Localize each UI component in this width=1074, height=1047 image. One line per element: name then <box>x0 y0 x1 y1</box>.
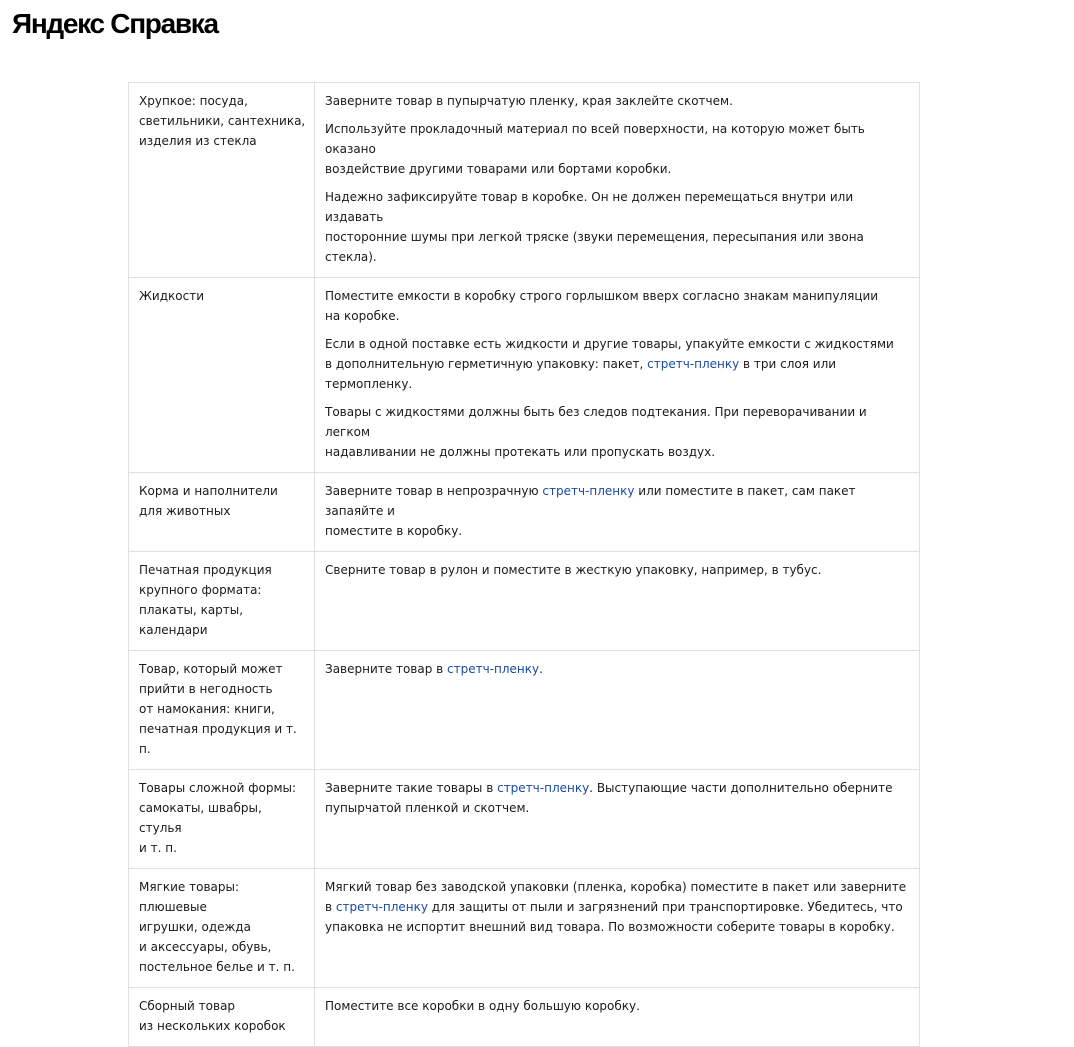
table-row <box>129 988 920 1047</box>
instruction-text: пупырчатой пленкой и скотчем. <box>325 801 530 815</box>
table-row <box>129 473 920 552</box>
instruction-paragraph <box>325 402 909 462</box>
category-line: Корма и наполнители <box>139 484 278 498</box>
table-row <box>129 552 920 651</box>
instruction-paragraph <box>325 91 909 111</box>
table-row <box>129 83 920 278</box>
instruction-paragraph <box>325 119 909 179</box>
instruction-text: Товары с жидкостями должны быть без следов подтекания. При переворачивании и легком <box>325 405 867 439</box>
stretch-film-link[interactable]: стретч-пленку <box>497 781 590 795</box>
instruction-paragraph <box>325 334 909 394</box>
instruction-paragraph <box>325 659 909 679</box>
category-cell <box>129 278 315 473</box>
instruction-text: Поместите все коробки в одну большую коробку. <box>325 999 640 1013</box>
instruction-text: Заверните товар в пупырчатую пленку, края заклейте скотчем. <box>325 94 733 108</box>
category-line: плакаты, карты, календари <box>139 603 244 637</box>
category-cell <box>129 770 315 869</box>
instruction-line <box>325 227 909 267</box>
stretch-film-link[interactable]: стретч-пленку <box>647 357 740 371</box>
category-line: Товар, который может <box>139 662 283 676</box>
category-line: крупного формата: <box>139 583 262 597</box>
category-line: и аксессуары, обувь, <box>139 940 272 954</box>
instruction-line <box>325 187 909 227</box>
instruction-paragraph <box>325 560 909 580</box>
instruction-text: Поместите емкости в коробку строго горлышком вверх согласно знакам манипуляции <box>325 289 879 303</box>
instruction-text: Заверните товар в <box>325 662 448 676</box>
instruction-text: Сверните товар в рулон и поместите в жесткую упаковку, например, в тубус. <box>325 563 822 577</box>
instruction-paragraph <box>325 877 909 937</box>
instruction-line <box>325 334 909 354</box>
instruction-line <box>325 778 909 798</box>
instruction-text: надавливании не должны протекать или пропускать воздух. <box>325 445 716 459</box>
instruction-text: или поместите в пакет, сам пакет запаяйте и <box>325 484 856 518</box>
instruction-text: в дополнительную герметичную упаковку: пакет, <box>325 357 648 371</box>
category-cell <box>129 552 315 651</box>
table-row <box>129 869 920 988</box>
instruction-line <box>325 119 909 159</box>
instructions-cell <box>315 651 920 770</box>
instruction-line <box>325 159 909 179</box>
instruction-line <box>325 659 909 679</box>
category-line: Жидкости <box>139 289 204 303</box>
stretch-film-link[interactable]: стретч-пленку <box>335 900 428 914</box>
category-line: постельное белье и т. п. <box>139 960 295 974</box>
instruction-text: Заверните товар в непрозрачную <box>325 484 543 498</box>
category-line: Сборный товар <box>139 999 236 1013</box>
yandex-help-logo[interactable]: Яндекс Справка <box>12 8 218 39</box>
category-line: от намокания: книги, <box>139 702 275 716</box>
instruction-line <box>325 442 909 462</box>
instruction-text: на коробке. <box>325 309 400 323</box>
instruction-text: воздействие другими товарами или бортами коробки. <box>325 162 672 176</box>
instruction-text: посторонние шумы при легкой тряске (звуки перемещения, пересыпания или звона стекла). <box>325 230 864 264</box>
instruction-line <box>325 286 909 306</box>
category-line: Печатная продукция <box>139 563 272 577</box>
category-line: и т. п. <box>139 841 177 855</box>
table-body <box>129 83 920 1047</box>
instruction-line <box>325 91 909 111</box>
instructions-cell <box>315 988 920 1047</box>
instructions-cell <box>315 869 920 988</box>
category-cell <box>129 988 315 1047</box>
instruction-text: в <box>325 900 336 914</box>
table-row <box>129 278 920 473</box>
category-line: для животных <box>139 504 231 518</box>
category-line: игрушки, одежда <box>139 920 251 934</box>
instruction-line <box>325 877 909 897</box>
category-line: из нескольких коробок <box>139 1019 286 1033</box>
category-cell <box>129 473 315 552</box>
category-line: Мягкие товары: плюшевые <box>139 880 240 914</box>
instruction-text: . Выступающие части дополнительно оберните <box>589 781 893 795</box>
category-line: Хрупкое: посуда, <box>139 94 248 108</box>
instruction-paragraph <box>325 778 909 818</box>
instruction-paragraph <box>325 286 909 326</box>
table-row <box>129 770 920 869</box>
instructions-cell <box>315 473 920 552</box>
stretch-film-link[interactable]: стретч-пленку <box>447 662 540 676</box>
instruction-line <box>325 560 909 580</box>
category-line: прийти в негодность <box>139 682 273 696</box>
instruction-text: поместите в коробку. <box>325 524 463 538</box>
instruction-line <box>325 917 909 937</box>
instructions-cell <box>315 770 920 869</box>
instruction-text: Используйте прокладочный материал по всей поверхности, на которую может быть оказано <box>325 122 865 156</box>
category-line: изделия из стекла <box>139 134 257 148</box>
instruction-text: Надежно зафиксируйте товар в коробке. Он не должен перемещаться внутри или издавать <box>325 190 854 224</box>
instruction-text: в три слоя или термопленку. <box>325 357 837 391</box>
instruction-paragraph <box>325 996 909 1016</box>
instruction-text: Мягкий товар без заводской упаковки (пленка, коробка) поместите в пакет или заверните <box>325 880 907 894</box>
instruction-line <box>325 481 909 521</box>
category-line: Товары сложной формы: <box>139 781 297 795</box>
instruction-paragraph <box>325 481 909 541</box>
instructions-cell <box>315 83 920 278</box>
packaging-requirements-table-container <box>128 82 919 1047</box>
table-row <box>129 651 920 770</box>
instruction-line <box>325 521 909 541</box>
instruction-line <box>325 798 909 818</box>
instruction-text: упаковка не испортит внешний вид товара. По возможности соберите товары в коробку. <box>325 920 895 934</box>
instruction-paragraph <box>325 187 909 267</box>
instruction-line <box>325 996 909 1016</box>
category-cell <box>129 869 315 988</box>
category-line: светильники, сантехника, <box>139 114 306 128</box>
stretch-film-link[interactable]: стретч-пленку <box>542 484 635 498</box>
category-line: печатная продукция и т. п. <box>139 722 297 756</box>
instruction-text: Если в одной поставке есть жидкости и другие товары, упакуйте емкости с жидкостями <box>325 337 894 351</box>
instruction-line <box>325 306 909 326</box>
category-cell <box>129 83 315 278</box>
instruction-line <box>325 897 909 917</box>
instructions-cell <box>315 278 920 473</box>
packaging-requirements-table <box>128 82 920 1047</box>
category-cell <box>129 651 315 770</box>
instruction-text: Заверните такие товары в <box>325 781 498 795</box>
instruction-line <box>325 402 909 442</box>
category-line: самокаты, швабры, стулья <box>139 801 262 835</box>
instruction-line <box>325 354 909 394</box>
instruction-text: для защиты от пыли и загрязнений при транспортировке. Убедитесь, что <box>427 900 903 914</box>
instructions-cell <box>315 552 920 651</box>
instruction-text: . <box>539 662 543 676</box>
